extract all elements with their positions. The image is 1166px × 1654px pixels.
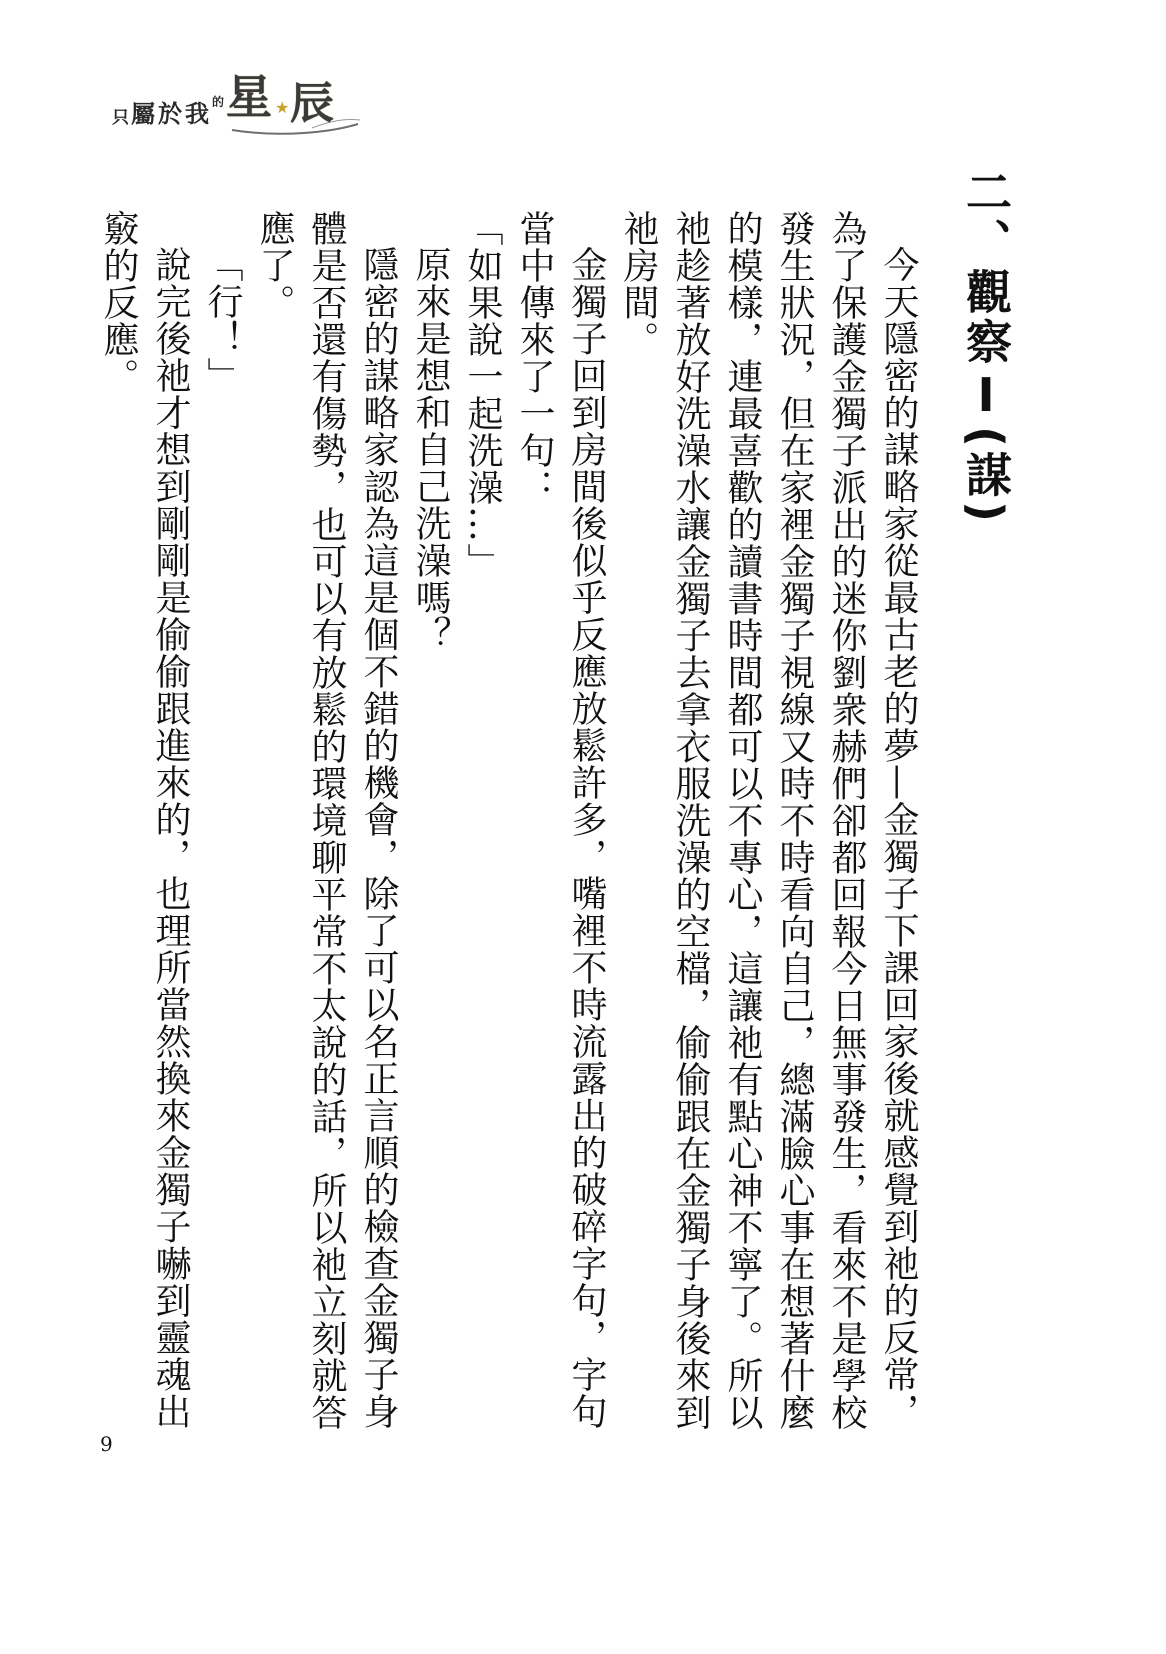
chapter-title: 二、觀察Ⅰ(謀): [959, 168, 1013, 527]
paragraph: 原來是想和自己洗澡嗎？: [410, 246, 451, 653]
logo-char-belongs: 屬: [131, 99, 155, 128]
paragraph: 隱密的謀略家認為這是個不錯的機會，除了可以名正言順的檢查金獨子身體是否還有傷勢，也可以有放鬆的環境聊平常不太說的話，所以祂立刻就答應了。: [254, 210, 399, 1431]
book-title-logo: [112, 72, 362, 142]
dialogue-paragraph: 「行！」: [202, 246, 243, 394]
paragraph: 說完後祂才想到剛剛是偷偷跟進來的，也理所當然換來金獨子嚇到靈魂出竅的反應。: [98, 210, 191, 1430]
paragraph: 今天隱密的謀略家從最古老的夢—金獨子下課回家後就感覺到祂的反常，為了保護金獨子派出的迷你劉衆赫們卻都回報今日無事發生，看來不是學校發生狀況，但在家裡金獨子視線又時不時看向自己，總滿臉心事在想著什麼的模樣，連最喜歡的讀書時間都可以不專心，這讓祂有點心神不寧了。所以祂趁著放好洗澡水讓金獨子去拿衣服洗澡的空檔，偷偷跟在金獨子身後來到祂房間。: [618, 210, 919, 1431]
logo-char-me: 我: [185, 99, 209, 128]
logo-char-only: 只: [112, 108, 129, 128]
star-icon: ★: [275, 98, 290, 117]
logo-char-of: 於: [158, 99, 182, 128]
dialogue-paragraph: 「如果說一起洗澡…」: [462, 210, 503, 580]
logo-char-star: 星: [226, 70, 272, 124]
paragraph: 金獨子回到房間後似乎反應放鬆許多，嘴裡不時流露出的破碎字句，字句當中傳來了一句：: [514, 210, 607, 1430]
logo-char-de: 的: [212, 95, 225, 109]
body-text: [92, 210, 924, 1435]
page-number: 9: [100, 1432, 113, 1456]
logo-char-time: 辰: [290, 78, 334, 129]
